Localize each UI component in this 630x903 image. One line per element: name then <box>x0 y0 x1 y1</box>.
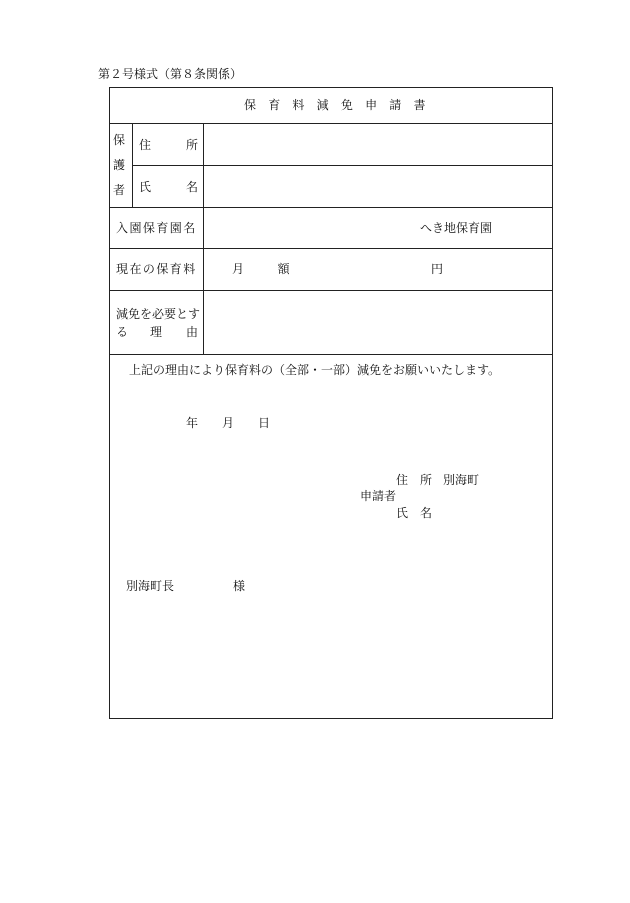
row-divider <box>110 290 552 291</box>
request-statement: 上記の理由により保育料の（全部・一部）減免をお願いいたします。 <box>129 363 501 377</box>
date-month: 月 <box>222 416 235 430</box>
applicant-address-value: 別海町 <box>443 473 480 487</box>
address-input[interactable] <box>204 124 552 164</box>
recipient-name: 別海町長 <box>126 579 175 593</box>
guardian-label-1: 保 <box>113 133 126 147</box>
date-year: 年 <box>186 416 199 430</box>
fee-amount-input[interactable] <box>290 252 430 282</box>
reason-label-char1: る <box>116 325 129 339</box>
monthly-amount-label: 月 額 <box>232 262 301 276</box>
address-label-char2: 所 <box>186 138 199 152</box>
name-input[interactable] <box>204 166 552 206</box>
address-label-char1: 住 <box>139 138 152 152</box>
guardian-label-3: 者 <box>113 183 126 197</box>
nursery-value: へき地保育園 <box>420 221 493 235</box>
reason-label-line1: 減免を必要とす <box>116 307 201 321</box>
applicant-name-input[interactable] <box>440 500 540 520</box>
reason-label-char2: 理 <box>150 325 163 339</box>
applicant-name-label: 氏 名 <box>396 506 433 520</box>
nursery-label: 入園保育園名 <box>116 221 197 235</box>
row-divider <box>110 207 552 208</box>
form-number: 第２号様式（第８条関係） <box>98 67 243 81</box>
date-day: 日 <box>258 416 271 430</box>
form-title: 保 育 料 減 免 申 請 書 <box>244 98 430 112</box>
row-divider <box>110 354 552 355</box>
applicant-label: 申請者 <box>360 489 397 503</box>
current-fee-label: 現在の保育料 <box>116 262 197 276</box>
reason-input[interactable] <box>204 292 552 352</box>
column-divider <box>132 123 133 207</box>
currency-yen: 円 <box>431 262 444 276</box>
reason-label-char3: 由 <box>186 325 199 339</box>
row-divider <box>110 248 552 249</box>
name-label-char1: 氏 <box>139 180 152 194</box>
recipient-honorific: 様 <box>233 579 246 593</box>
name-label-char2: 名 <box>186 180 199 194</box>
guardian-label-2: 護 <box>113 158 126 172</box>
applicant-address-label: 住 所 <box>396 473 433 487</box>
